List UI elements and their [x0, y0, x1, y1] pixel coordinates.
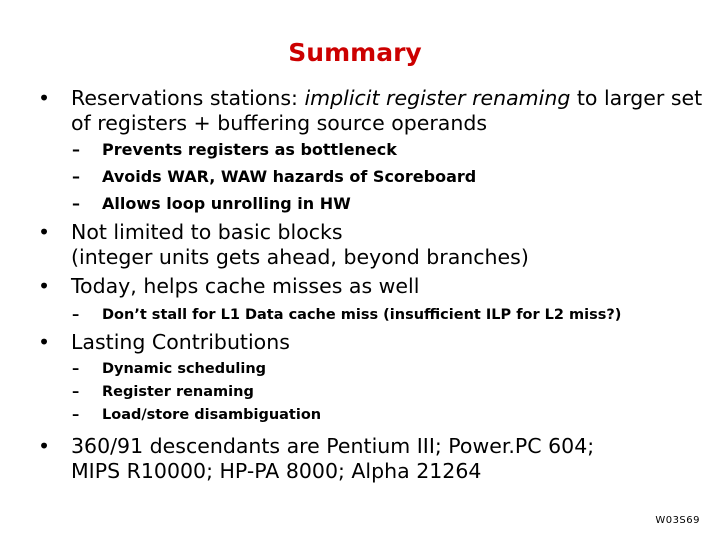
bullet-text: Today, helps cache misses as well [71, 274, 420, 298]
bullet-item [38, 86, 703, 136]
sub-bullet-item [72, 136, 702, 163]
dash-icon: – [72, 407, 80, 423]
sub-bullet-item [72, 381, 702, 404]
sub-bullet-text: Register renaming [102, 384, 254, 400]
bullet-item [38, 434, 703, 484]
sub-bullet-text: Avoids WAR, WAW hazards of Scoreboard [102, 167, 477, 186]
emphasis-text: implicit register renaming [304, 86, 571, 110]
dash-icon: – [72, 361, 80, 377]
bullet-item [38, 220, 703, 270]
sub-bullet-text: Allows loop unrolling in HW [102, 194, 351, 213]
bullet-text: 360/91 descendants are Pentium III; Power.PC 604; MIPS R10000; HP-PA 8000; Alpha 21264 [71, 434, 595, 483]
bullet-text: Lasting Contributions [71, 330, 290, 354]
sub-bullet-item [72, 190, 702, 217]
dash-icon: – [72, 167, 80, 186]
slide-title: Summary [288, 38, 422, 67]
dash-icon: – [72, 140, 80, 159]
bullet-icon: • [38, 86, 51, 110]
bullet-text: Reservations stations: implicit register renaming to larger set of registers + buffering source operands [71, 86, 703, 135]
bullet-icon: • [38, 434, 51, 458]
sub-bullet-text: Don’t stall for L1 Data cache miss (insufficient ILP for L2 miss?) [102, 307, 622, 323]
sub-bullet-item [72, 404, 702, 427]
dash-icon: – [72, 194, 80, 213]
dash-icon: – [72, 384, 80, 400]
sub-bullet-item [72, 358, 702, 381]
dash-icon: – [72, 307, 80, 323]
slide-number: W03S69 [655, 515, 700, 526]
bullet-icon: • [38, 274, 51, 298]
sub-bullet-item [72, 304, 702, 327]
sub-bullet-item [72, 163, 702, 190]
bullet-icon: • [38, 330, 51, 354]
sub-bullet-text: Dynamic scheduling [102, 361, 267, 377]
bullet-icon: • [38, 220, 51, 244]
bullet-text: Not limited to basic blocks (integer units gets ahead, beyond branches) [71, 220, 529, 269]
bullet-item [38, 274, 703, 299]
sub-bullet-text: Load/store disambiguation [102, 407, 322, 423]
sub-bullet-text: Prevents registers as bottleneck [102, 140, 397, 159]
bullet-item [38, 330, 703, 355]
